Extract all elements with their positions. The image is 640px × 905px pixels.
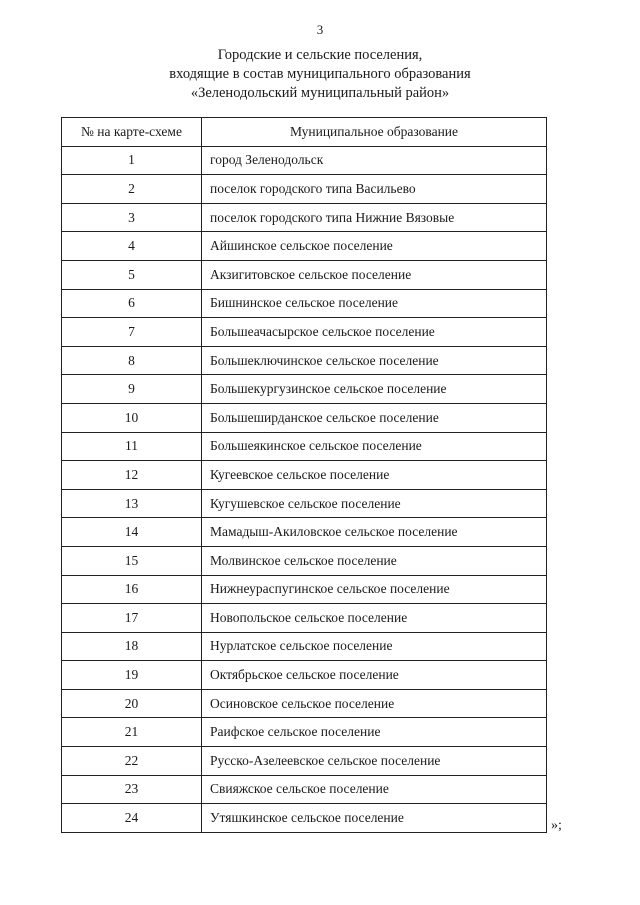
table-row xyxy=(62,489,547,518)
title-line-1: Городские и сельские поселения, xyxy=(217,47,423,63)
municipality-name-cell: Мамадыш-Акиловское сельское поселение xyxy=(202,518,547,547)
table-row xyxy=(62,546,547,575)
map-number-cell: 7 xyxy=(62,318,202,347)
map-number-cell: 22 xyxy=(62,747,202,776)
table-row xyxy=(62,375,547,404)
municipality-name-cell: Большеширданское сельское поселение xyxy=(202,403,547,432)
map-number-cell: 12 xyxy=(62,461,202,490)
map-number-cell: 3 xyxy=(62,203,202,232)
map-number-cell: 19 xyxy=(62,661,202,690)
map-number-cell: 21 xyxy=(62,718,202,747)
municipality-name-cell: Молвинское сельское поселение xyxy=(202,546,547,575)
map-number-cell: 14 xyxy=(62,518,202,547)
table-row xyxy=(62,747,547,776)
municipality-name-cell: Кугушевское сельское поселение xyxy=(202,489,547,518)
map-number-cell: 9 xyxy=(62,375,202,404)
table-row xyxy=(62,146,547,175)
municipality-name-cell: Русско-Азелеевское сельское поселение xyxy=(202,747,547,776)
table-row xyxy=(62,461,547,490)
table-row xyxy=(62,232,547,261)
title-line-3: «Зеленодольский муниципальный район» xyxy=(190,85,450,101)
municipality-name-cell: Бишнинское сельское поселение xyxy=(202,289,547,318)
table-row xyxy=(62,689,547,718)
municipality-name-cell: Осиновское сельское поселение xyxy=(202,689,547,718)
municipality-name-cell: Октябрьское сельское поселение xyxy=(202,661,547,690)
header-municipality: Муниципальное образование xyxy=(202,118,547,147)
municipality-name-cell: Раифское сельское поселение xyxy=(202,718,547,747)
table-row xyxy=(62,289,547,318)
municipality-name-cell: Утяшкинское сельское поселение xyxy=(202,804,547,833)
municipality-name-cell: город Зеленодольск xyxy=(202,146,547,175)
table-row xyxy=(62,775,547,804)
map-number-cell: 10 xyxy=(62,403,202,432)
municipality-name-cell: Нурлатское сельское поселение xyxy=(202,632,547,661)
table-row xyxy=(62,432,547,461)
table-row xyxy=(62,318,547,347)
map-number-cell: 23 xyxy=(62,775,202,804)
map-number-cell: 6 xyxy=(62,289,202,318)
municipality-name-cell: Айшинское сельское поселение xyxy=(202,232,547,261)
table-row xyxy=(62,403,547,432)
closing-quote-mark: »; xyxy=(551,818,562,833)
settlements-table xyxy=(61,117,547,833)
map-number-cell: 20 xyxy=(62,689,202,718)
table-row xyxy=(62,604,547,633)
table-row xyxy=(62,203,547,232)
municipality-name-cell: Большеякинское сельское поселение xyxy=(202,432,547,461)
map-number-cell: 24 xyxy=(62,804,202,833)
map-number-cell: 8 xyxy=(62,346,202,375)
municipality-name-cell: Большекургузинское сельское поселение xyxy=(202,375,547,404)
map-number-cell: 1 xyxy=(62,146,202,175)
table-row xyxy=(62,661,547,690)
table-row xyxy=(62,575,547,604)
table-row xyxy=(62,346,547,375)
table-row xyxy=(62,175,547,204)
title-line-2: входящие в состав муниципального образования xyxy=(169,66,471,82)
municipality-name-cell: Новопольское сельское поселение xyxy=(202,604,547,633)
map-number-cell: 15 xyxy=(62,546,202,575)
map-number-cell: 18 xyxy=(62,632,202,661)
table-header-row xyxy=(62,118,547,147)
municipality-name-cell: Большеключинское сельское поселение xyxy=(202,346,547,375)
page-number: 3 xyxy=(316,22,324,37)
table-row xyxy=(62,632,547,661)
map-number-cell: 16 xyxy=(62,575,202,604)
table-row xyxy=(62,804,547,833)
header-map-number: № на карте-схеме xyxy=(62,118,202,147)
municipality-name-cell: Свияжское сельское поселение xyxy=(202,775,547,804)
map-number-cell: 4 xyxy=(62,232,202,261)
map-number-cell: 13 xyxy=(62,489,202,518)
map-number-cell: 11 xyxy=(62,432,202,461)
table-body xyxy=(62,146,547,832)
document-title xyxy=(0,46,640,103)
table-row xyxy=(62,518,547,547)
map-number-cell: 17 xyxy=(62,604,202,633)
municipality-name-cell: Нижнеураспугинское сельское поселение xyxy=(202,575,547,604)
map-number-cell: 5 xyxy=(62,260,202,289)
municipality-name-cell: поселок городского типа Васильево xyxy=(202,175,547,204)
municipality-name-cell: поселок городского типа Нижние Вязовые xyxy=(202,203,547,232)
table-row xyxy=(62,260,547,289)
municipality-name-cell: Большеачасырское сельское поселение xyxy=(202,318,547,347)
municipality-name-cell: Акзигитовское сельское поселение xyxy=(202,260,547,289)
table-row xyxy=(62,718,547,747)
map-number-cell: 2 xyxy=(62,175,202,204)
municipality-name-cell: Кугеевское сельское поселение xyxy=(202,461,547,490)
